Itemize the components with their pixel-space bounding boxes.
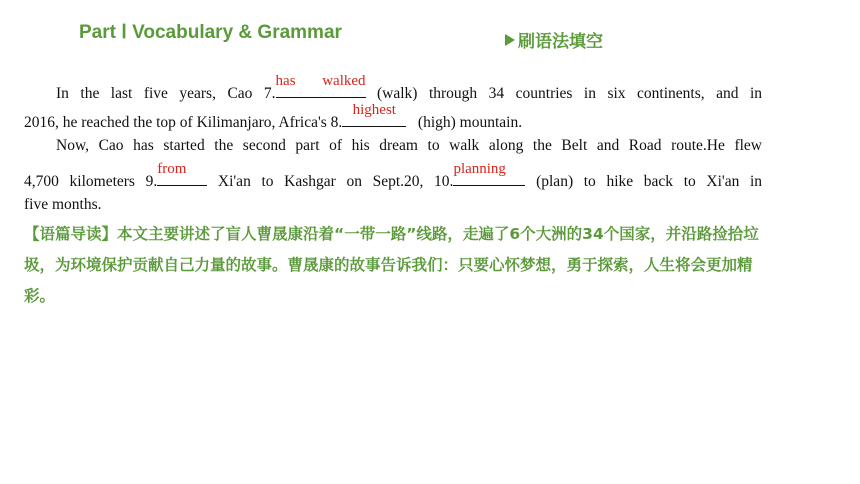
- answer-10: planning: [453, 161, 506, 177]
- passage-text: 4,700 kilometers 9.: [24, 173, 158, 190]
- blank-7[interactable]: [275, 73, 366, 98]
- answer-8: highest: [352, 102, 396, 118]
- blank-10[interactable]: [453, 161, 525, 186]
- answer-7: has walked: [275, 73, 366, 89]
- passage-text: five months.: [24, 196, 102, 213]
- passage-text: Now, Cao has started the second part of his dream to walk along the Belt and Road route.He flew: [56, 137, 762, 154]
- play-triangle-icon: [505, 34, 515, 46]
- passage-text: In the last five years, Cao 7.: [56, 85, 276, 102]
- passage-text: (walk) through 34 countries in six continents, and in: [377, 85, 763, 102]
- blank-8[interactable]: [342, 102, 406, 127]
- passage-text: (plan) to hike back to Xi'an in: [536, 173, 763, 190]
- passage-line-5: [24, 196, 762, 214]
- passage-line-1: [24, 73, 763, 103]
- section-tag: [505, 27, 603, 52]
- passage-text: 2016, he reached the top of Kilimanjaro, Africa's 8.: [24, 114, 343, 131]
- blank-9[interactable]: [157, 161, 207, 186]
- passage-text: (high) mountain.: [417, 114, 523, 131]
- passage-line-4: [24, 161, 763, 191]
- passage-text: Xi'an to Kashgar on Sept.20, 10.: [217, 173, 454, 190]
- page-title: Part Ⅰ Vocabulary & Grammar: [79, 22, 342, 43]
- reading-guide: 【语篇导读】本文主要讲述了盲人曹晟康沿着“一带一路”线路，走遍了6个大洲的34个国家，并沿路捡拾垃圾，为环境保护贡献自己力量的故事。曹晟康的故事告诉我们：只要心怀梦想，勇于探索，人生将会更加精彩。: [24, 225, 759, 305]
- passage-line-3: [24, 137, 762, 155]
- answer-9: from: [157, 161, 187, 177]
- section-tag-label: 刷语法填空: [518, 32, 603, 52]
- passage-line-2: [24, 102, 762, 132]
